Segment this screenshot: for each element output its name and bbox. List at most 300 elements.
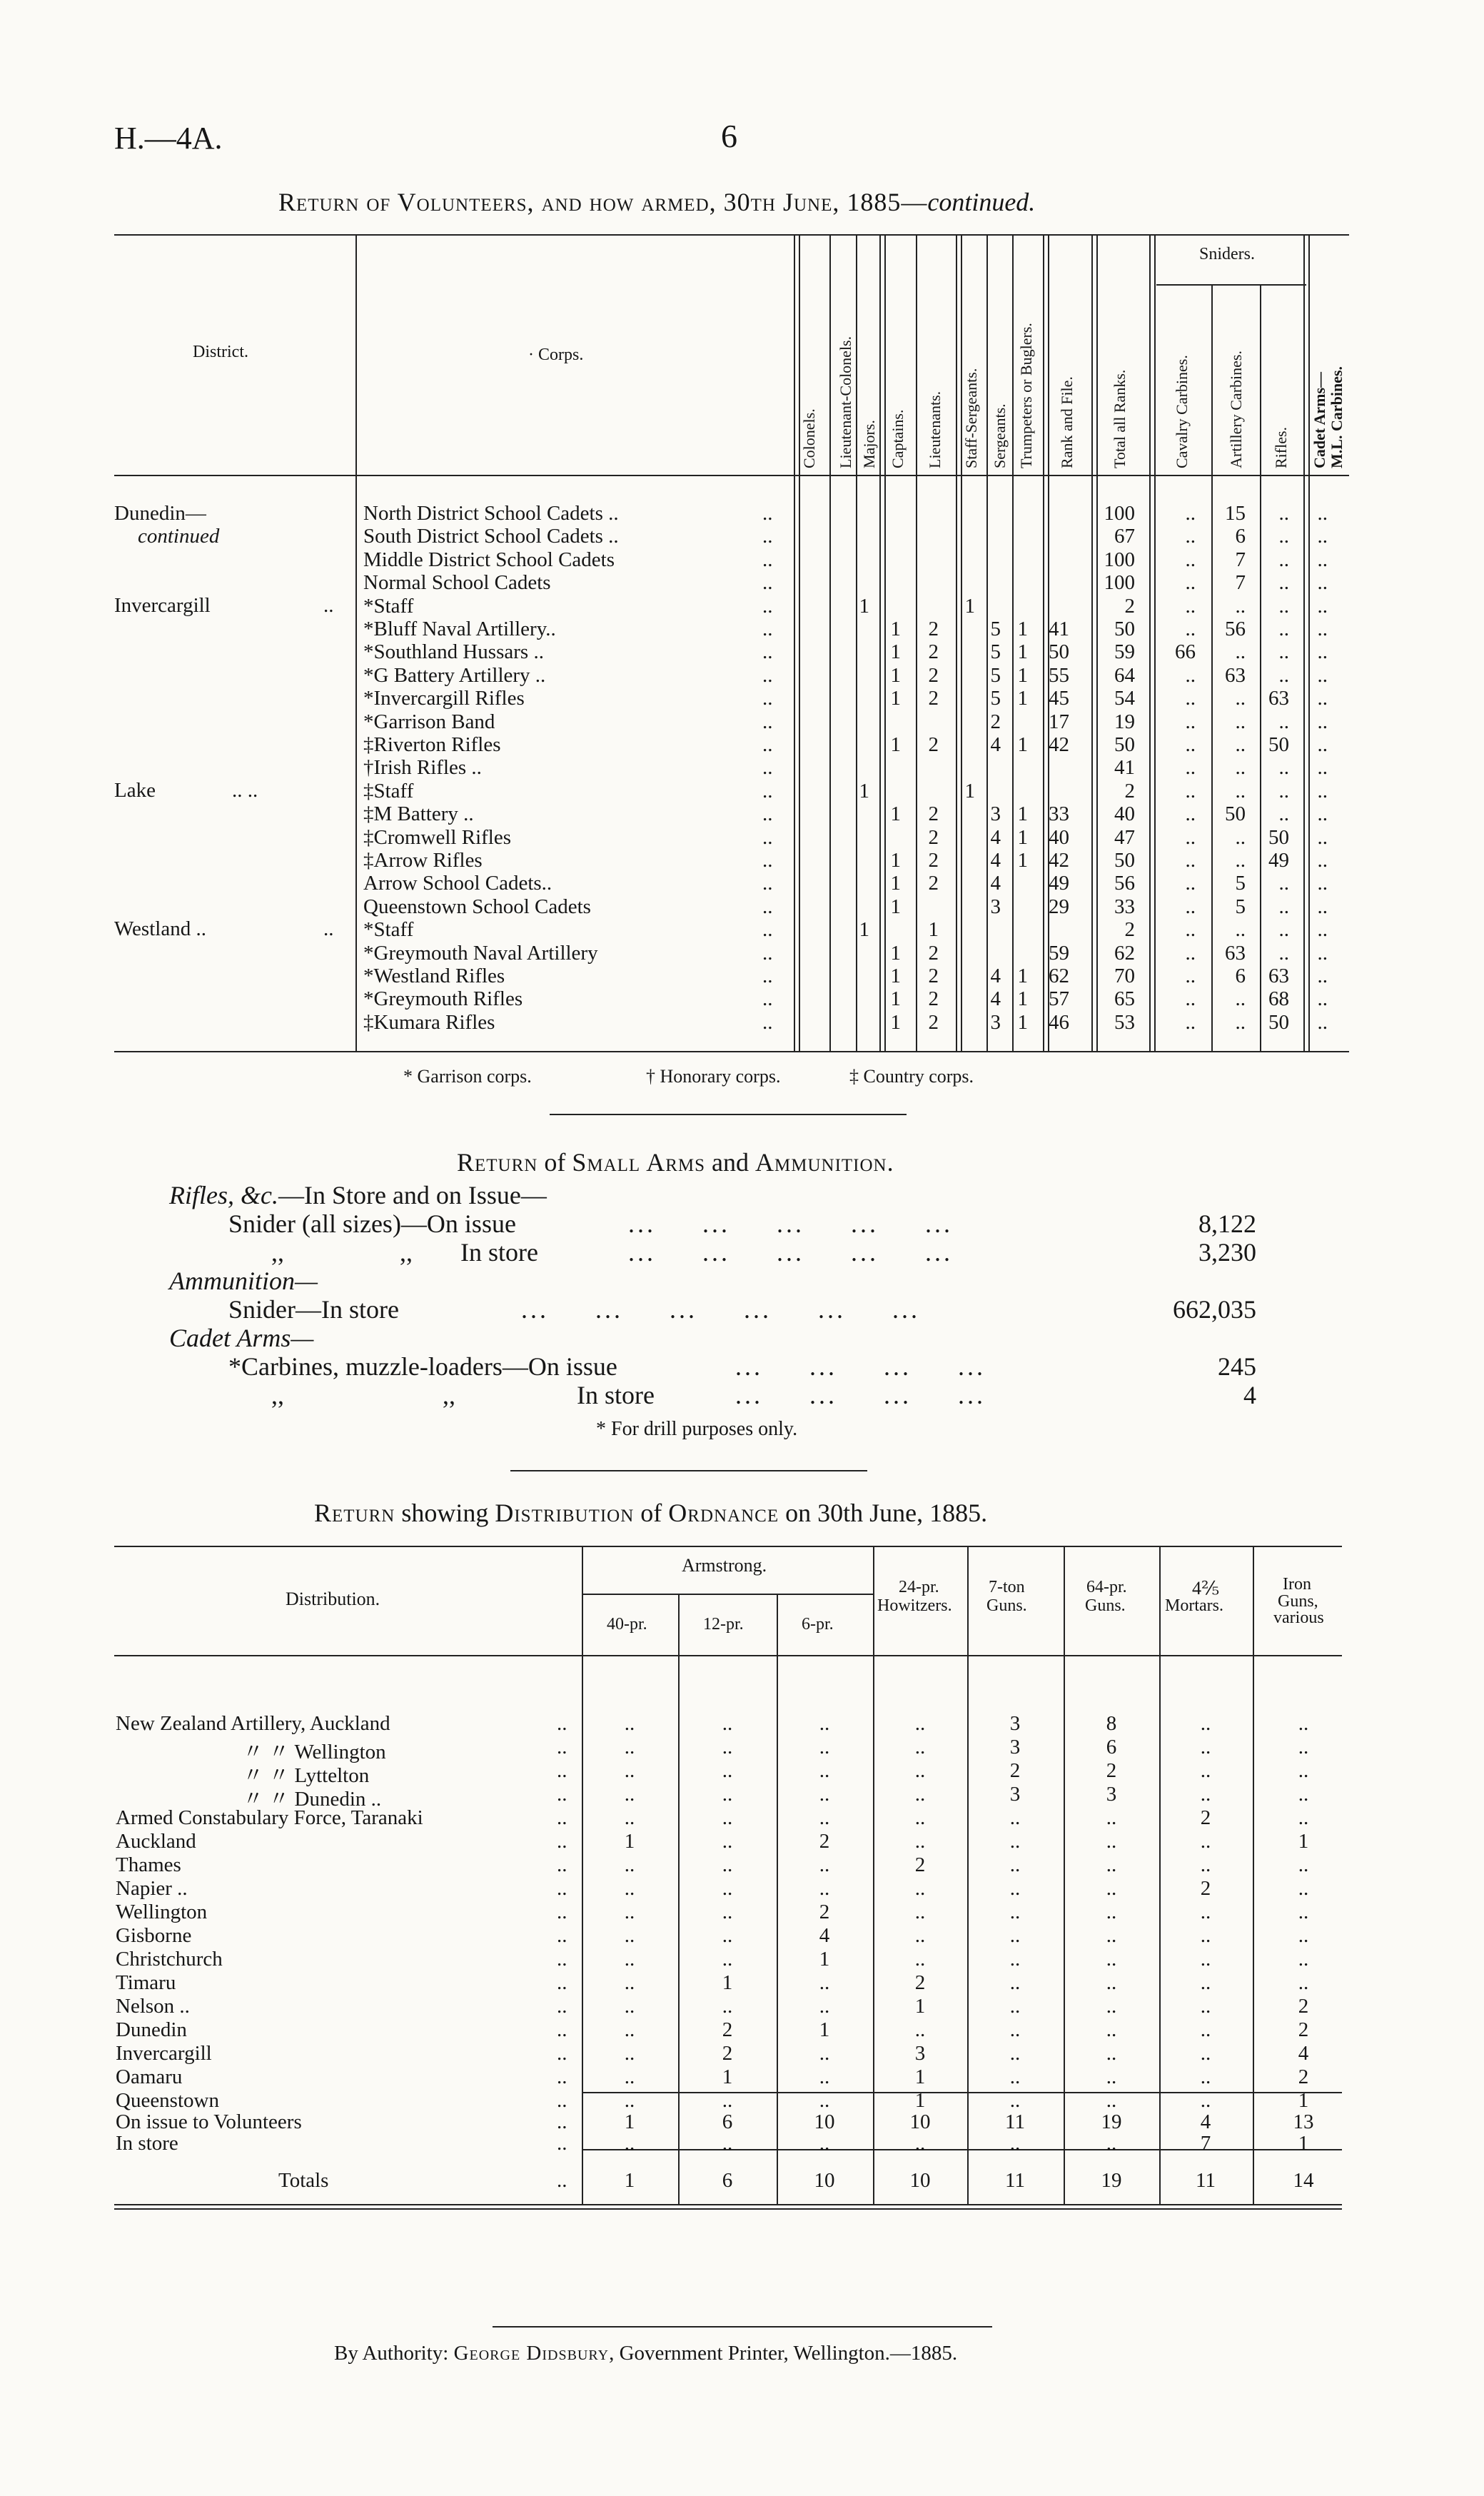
table-row	[0, 1853, 1484, 1876]
leader-dots: ..	[557, 1995, 567, 2018]
distribution-name: Dunedin	[116, 2018, 187, 2041]
ordnance-cell: ..	[914, 1924, 926, 1947]
ordnance-cell: ..	[914, 1806, 926, 1829]
arms-cell: ..	[1235, 987, 1246, 1011]
rank-cell: 1	[890, 663, 901, 687]
arms-cell: ..	[1278, 640, 1289, 664]
arms-cell: ..	[1235, 849, 1246, 872]
ordnance-cell: 1	[624, 2110, 635, 2133]
corps-name: *Garrison Band	[363, 710, 495, 733]
ordnance-cell: 2	[1106, 1759, 1117, 1782]
table-row	[0, 849, 1484, 872]
table-row	[0, 571, 1484, 594]
rank-cell: 59	[1114, 640, 1135, 664]
rank-cell: 1	[964, 594, 975, 618]
arms-cell: ..	[1185, 987, 1196, 1011]
arms-cell: ..	[1185, 548, 1196, 571]
ditto-mark: ,,	[443, 1381, 455, 1409]
ordnance-cell: 4	[1298, 2042, 1309, 2065]
corps-name: ‡Riverton Rifles	[363, 733, 501, 756]
ordnance-cell: 3	[1009, 1783, 1021, 1806]
header-rank-and-file: Rank and File.	[1058, 376, 1076, 468]
ordnance-cell: ..	[1106, 1948, 1117, 1971]
rank-cell: 41	[1114, 756, 1135, 780]
ordnance-cell: 11	[1196, 2169, 1216, 2192]
ordnance-cell: ..	[819, 1877, 830, 1900]
arms-cell: 50	[1268, 1010, 1289, 1034]
rank-cell: 4	[990, 965, 1001, 987]
ordnance-cell: ..	[624, 1806, 635, 1829]
corps-name: ‡M Battery ..	[363, 802, 474, 826]
ordnance-cell: 4	[1200, 2110, 1211, 2133]
table-row	[0, 942, 1484, 965]
ordnance-cell: ..	[1106, 2065, 1117, 2088]
ordnance-cell: ..	[1009, 1995, 1021, 2018]
arms-cell: ..	[1317, 987, 1328, 1011]
ordnance-cell: ..	[624, 2065, 635, 2088]
ordnance-cell: ..	[1009, 2042, 1021, 2065]
corps-name: Queenstown School Cadets	[363, 895, 591, 918]
arms-cell: ..	[1235, 733, 1246, 756]
ordnance-cell: ..	[1009, 1877, 1021, 1900]
rank-cell: 33	[1049, 802, 1069, 826]
arms-cell: ..	[1317, 502, 1328, 525]
rank-cell: 2	[928, 849, 939, 872]
table-row	[0, 640, 1484, 663]
rank-cell: 1	[890, 733, 901, 756]
rank-cell: 2	[928, 687, 939, 710]
sa-rifles-sub: —In Store and on Issue—	[278, 1181, 547, 1209]
table-row	[0, 2089, 1484, 2112]
sa-snider-issue: Snider (all sizes)—On issue	[228, 1209, 516, 1238]
ordnance-cell: 6	[722, 2110, 733, 2133]
header-lt-colonels: Lieutenant-Colonels.	[837, 336, 854, 468]
arms-cell: ..	[1317, 941, 1328, 965]
ordnance-cell: ..	[914, 1948, 926, 1971]
leader-dots: ..	[557, 2169, 567, 2192]
rank-cell: 1	[1017, 733, 1028, 756]
arms-cell: 50	[1225, 802, 1246, 826]
rank-cell: 5	[990, 618, 1001, 640]
arms-cell: ..	[1278, 918, 1289, 942]
ordnance-cell: ..	[624, 1901, 635, 1923]
header-cavalry-carbines: Cavalry Carbines.	[1173, 355, 1191, 468]
ordnance-cell: 2	[1298, 2018, 1309, 2041]
ordnance-cell: 3	[1106, 1783, 1117, 1806]
distribution-name: Wellington	[116, 1901, 208, 1923]
leader-dots: ..	[557, 2132, 567, 2155]
leader-dots: ..	[762, 918, 773, 942]
rank-cell: 40	[1114, 802, 1135, 826]
small-arms-title	[457, 1147, 894, 1177]
ordnance-cell: ..	[819, 1806, 830, 1829]
ordnance-cell: 2	[1200, 1877, 1211, 1900]
table-row	[0, 1971, 1484, 1994]
ordnance-cell: ..	[722, 1901, 733, 1923]
rank-cell: 4	[990, 872, 1001, 895]
header-iron-various: various	[1273, 1609, 1324, 1627]
ordnance-cell: 6	[722, 2169, 733, 2192]
arms-cell: ..	[1235, 710, 1246, 733]
ordnance-cell: ..	[819, 1783, 830, 1806]
rank-cell: 19	[1114, 710, 1135, 733]
ordnance-cell: ..	[1009, 1971, 1021, 1994]
rank-cell: 100	[1104, 571, 1135, 595]
totals-row	[0, 2169, 1484, 2192]
rank-cell: 1	[1017, 640, 1028, 664]
ordnance-cell: 1	[722, 2065, 733, 2088]
ordnance-cell: ..	[1106, 2042, 1117, 2065]
distribution-name: 〃 〃 Dunedin ..	[243, 1788, 382, 1811]
table-row	[0, 618, 1484, 640]
rank-cell: 41	[1049, 618, 1069, 640]
ordnance-cell: ..	[1106, 1901, 1117, 1923]
ordnance-cell: ..	[624, 1971, 635, 1994]
title-word: Return	[278, 188, 360, 216]
district-invercargill: Invercargill	[114, 594, 211, 617]
rank-cell: 1	[928, 918, 939, 942]
ordnance-cell: ..	[914, 1830, 926, 1853]
corps-name: *G Battery Artillery ..	[363, 663, 546, 687]
rank-cell: 2	[928, 825, 939, 849]
distribution-name: Invercargill	[116, 2042, 212, 2065]
arms-cell: 50	[1268, 825, 1289, 849]
title-rest: of Volunteers, and how armed, 30th June, 1885—	[359, 188, 928, 216]
header-iron-guns: Guns,	[1278, 1592, 1318, 1611]
rank-cell: 2	[928, 640, 939, 664]
ordnance-cell: 8	[1106, 1712, 1117, 1735]
rank-cell: 54	[1114, 687, 1135, 710]
rank-cell: 4	[990, 825, 1001, 849]
ordnance-cell: 7	[1200, 2132, 1211, 2155]
arms-cell: ..	[1185, 618, 1196, 640]
arms-cell: 63	[1268, 965, 1289, 987]
printer-imprint	[334, 2342, 957, 2365]
arms-cell: ..	[1317, 1010, 1328, 1034]
sa-footnote: * For drill purposes only.	[596, 1418, 798, 1440]
rank-cell: 4	[990, 849, 1001, 872]
footnote-garrison: * Garrison corps.	[403, 1066, 532, 1087]
rank-cell: 56	[1114, 872, 1135, 895]
ordnance-cell: ..	[722, 1783, 733, 1806]
arms-cell: ..	[1185, 895, 1196, 918]
leader-dots: ..	[762, 687, 773, 710]
ordnance-cell: ..	[624, 2089, 635, 2112]
rank-cell: 1	[1017, 849, 1028, 872]
ordnance-cell: ..	[624, 2042, 635, 2065]
arms-cell: ..	[1235, 918, 1246, 942]
leader-dots: ..	[762, 1010, 773, 1034]
ordnance-cell: 19	[1101, 2110, 1122, 2133]
ordnance-cell: ..	[722, 1995, 733, 2018]
ordnance-cell: ..	[624, 2018, 635, 2041]
arms-cell: ..	[1278, 872, 1289, 895]
ordnance-cell: ..	[1298, 1971, 1309, 1994]
table-row	[0, 525, 1484, 548]
district-westland: Westland ..	[114, 917, 206, 940]
t3-title-f: on 30th June, 1885.	[779, 1499, 988, 1527]
leader-dots: ..	[762, 640, 773, 664]
arms-cell: 50	[1268, 733, 1289, 756]
header-distribution: Distribution.	[286, 1589, 380, 1609]
ordnance-cell: ..	[722, 1712, 733, 1735]
rank-cell: 5	[990, 687, 1001, 710]
rank-cell: 2	[928, 618, 939, 640]
arms-cell: ..	[1278, 663, 1289, 687]
ordnance-cell: ..	[722, 1924, 733, 1947]
sa-snider-store: In store	[460, 1238, 538, 1267]
sa-snider-issue-value: 8,122	[1198, 1209, 1256, 1238]
corps-name: *Greymouth Naval Artillery	[363, 941, 598, 965]
arms-cell: ..	[1278, 779, 1289, 802]
ordnance-cell: ..	[819, 1712, 830, 1735]
sa-cadet-arms-label: Cadet Arms—	[169, 1324, 314, 1352]
district-lake: Lake	[114, 779, 156, 802]
arms-cell: ..	[1278, 525, 1289, 548]
ordnance-cell: ..	[722, 1877, 733, 1900]
table-row	[0, 1948, 1484, 1971]
ordnance-cell: 4	[819, 1924, 830, 1947]
ordnance-cell: ..	[819, 2089, 830, 2112]
header-iron: Iron	[1283, 1575, 1311, 1594]
rank-cell: 53	[1114, 1010, 1135, 1034]
ordnance-cell: 10	[909, 2169, 931, 2192]
rank-cell: 1	[1017, 687, 1028, 710]
distribution-name: Armed Constabulary Force, Taranaki	[116, 1806, 423, 1829]
sa-rifles-line	[169, 1180, 547, 1210]
header-7ton: 7-ton	[989, 1578, 1025, 1596]
ordnance-cell: 1	[914, 2065, 926, 2088]
ordnance-cell: ..	[624, 1995, 635, 2018]
ordnance-cell: ..	[914, 2132, 926, 2155]
ordnance-cell: 1	[819, 1948, 830, 1971]
ordnance-cell: ..	[1009, 1830, 1021, 1853]
arms-cell: 7	[1235, 571, 1246, 595]
leader-dots: ..	[557, 1830, 567, 1853]
leader-dots: ..	[762, 825, 773, 849]
corps-name: South District School Cadets ..	[363, 525, 619, 548]
sa-ammo-store: Snider—In store	[228, 1295, 399, 1324]
rank-cell: 1	[1017, 987, 1028, 1011]
header-mortars: Mortars.	[1165, 1596, 1223, 1615]
ordnance-cell: ..	[1009, 2065, 1021, 2088]
arms-cell: ..	[1235, 594, 1246, 618]
arms-cell: ..	[1317, 687, 1328, 710]
rank-cell: 1	[859, 594, 869, 618]
ordnance-cell: ..	[722, 1830, 733, 1853]
arms-cell: ..	[1185, 825, 1196, 849]
arms-cell: 6	[1235, 965, 1246, 987]
leader-dots: ..	[557, 1924, 567, 1947]
ordnance-cell: 2	[1298, 1995, 1309, 2018]
rank-cell: 2	[928, 802, 939, 826]
leader-dots: ..	[557, 1948, 567, 1971]
ordnance-cell: ..	[1009, 1901, 1021, 1923]
corps-name: *Greymouth Rifles	[363, 987, 523, 1011]
arms-cell: 56	[1225, 618, 1246, 640]
leader-dots: ..	[762, 849, 773, 872]
arms-cell: ..	[1235, 1010, 1246, 1034]
leader-dots: ... ... ... ... ...	[628, 1209, 953, 1238]
distribution-name: Auckland	[116, 1830, 196, 1853]
ordnance-cell: 2	[819, 1901, 830, 1923]
header-24pr: 24-pr.	[899, 1578, 939, 1596]
ordnance-cell: ..	[1298, 1712, 1309, 1735]
rank-cell: 59	[1049, 941, 1069, 965]
sa-title-e: Ammunition.	[755, 1148, 894, 1177]
ordnance-cell: ..	[1200, 1853, 1211, 1876]
rank-cell: 3	[990, 895, 1001, 918]
rank-cell: 1	[890, 895, 901, 918]
store-row	[0, 2132, 1484, 2155]
ordnance-cell: ..	[1106, 1806, 1117, 1829]
page-number: 6	[721, 118, 737, 154]
arms-cell: ..	[1278, 548, 1289, 571]
header-sergeants: Sergeants.	[991, 403, 1009, 468]
arms-cell: 15	[1225, 502, 1246, 525]
leader-dots: ..	[557, 2110, 567, 2133]
rank-cell: 42	[1049, 849, 1069, 872]
ordnance-cell: ..	[1009, 1948, 1021, 1971]
arms-cell: 63	[1225, 663, 1246, 687]
arms-cell: 7	[1235, 548, 1246, 571]
table1-title	[278, 187, 1035, 217]
table-row	[0, 756, 1484, 779]
leader-dots: ..	[557, 2042, 567, 2065]
footnote-honorary: † Honorary corps.	[646, 1066, 781, 1087]
ordnance-cell: ..	[1200, 1736, 1211, 1758]
ordnance-cell: 19	[1101, 2169, 1122, 2192]
ordnance-cell: ..	[624, 1877, 635, 1900]
ordnance-cell: 14	[1293, 2169, 1314, 2192]
ordnance-cell: 1	[624, 1830, 635, 1853]
header-12pr: 12-pr.	[703, 1615, 744, 1634]
district-invercargill-leader: ..	[323, 594, 334, 617]
corps-name: *Southland Hussars ..	[363, 640, 544, 664]
arms-cell: 66	[1175, 640, 1196, 664]
ordnance-cell: ..	[914, 1736, 926, 1758]
arms-cell: ..	[1185, 571, 1196, 595]
ordnance-cell: ..	[624, 1736, 635, 1758]
arms-cell: ..	[1317, 663, 1328, 687]
leader-dots: ..	[557, 1759, 567, 1782]
corps-name: Middle District School Cadets	[363, 548, 615, 571]
ordnance-cell: ..	[819, 1736, 830, 1758]
ordnance-cell: ..	[722, 2132, 733, 2155]
rank-cell: 1	[890, 1010, 901, 1034]
distribution-name: On issue to Volunteers	[116, 2110, 302, 2133]
ordnance-cell: 3	[914, 2042, 926, 2065]
rank-cell: 67	[1114, 525, 1135, 548]
t3-title-b: showing	[395, 1499, 495, 1527]
arms-cell: 63	[1268, 687, 1289, 710]
distribution-name: Thames	[116, 1853, 181, 1876]
ordnance-cell: ..	[1200, 2089, 1211, 2112]
leader-dots: ..	[762, 710, 773, 733]
corps-name: ‡Staff	[363, 779, 414, 802]
district-dunedin-continued: continued	[138, 525, 220, 548]
ordnance-cell: ..	[1200, 1830, 1211, 1853]
corps-name: †Irish Rifles ..	[363, 756, 482, 780]
rank-cell: 1	[890, 618, 901, 640]
rank-cell: 2	[928, 987, 939, 1011]
arms-cell: 5	[1235, 872, 1246, 895]
sa-ammunition-label: Ammunition—	[169, 1267, 318, 1295]
ordnance-cell: 10	[814, 2110, 835, 2133]
table-row	[0, 1806, 1484, 1829]
table-row	[0, 1901, 1484, 1923]
arms-cell: ..	[1278, 802, 1289, 826]
ditto-mark: ,,	[271, 1381, 284, 1409]
ordnance-cell: ..	[1200, 1971, 1211, 1994]
ordnance-cell: ..	[624, 1783, 635, 1806]
ordnance-cell: ..	[819, 2065, 830, 2088]
ordnance-cell: ..	[722, 1806, 733, 1829]
rank-cell: 1	[890, 849, 901, 872]
rank-cell: 50	[1114, 849, 1135, 872]
leader-dots: ..	[762, 941, 773, 965]
rank-cell: 45	[1049, 687, 1069, 710]
leader-dots: ..	[762, 872, 773, 895]
sa-title-c: Small Arms	[572, 1148, 706, 1177]
corps-name: *Bluff Naval Artillery..	[363, 618, 556, 640]
rank-cell: 2	[990, 710, 1001, 733]
rank-cell: 1	[890, 640, 901, 664]
table-row	[0, 1877, 1484, 1900]
ordnance-cell: ..	[1106, 1853, 1117, 1876]
table-row	[0, 2018, 1484, 2041]
arms-cell: ..	[1185, 918, 1196, 942]
arms-cell: ..	[1317, 571, 1328, 595]
header-armstrong: Armstrong.	[682, 1555, 767, 1576]
rank-cell: 2	[928, 965, 939, 987]
table-row	[0, 548, 1484, 571]
rank-cell: 1	[1017, 965, 1028, 987]
district-westland-leader: ..	[323, 917, 334, 940]
ordnance-cell: ..	[1200, 2018, 1211, 2041]
ditto-mark: ,,	[400, 1238, 413, 1267]
table-row	[0, 733, 1484, 756]
distribution-name: Napier ..	[116, 1877, 188, 1900]
ordnance-cell: ..	[914, 1712, 926, 1735]
header-mortar-size: 4⅖	[1192, 1578, 1220, 1599]
ordnance-cell: ..	[624, 1853, 635, 1876]
ordnance-cell: 3	[1009, 1736, 1021, 1758]
table-row	[0, 1924, 1484, 1947]
leader-dots: ..	[557, 1971, 567, 1994]
arms-cell: ..	[1235, 779, 1246, 802]
corps-name: ‡Kumara Rifles	[363, 1010, 495, 1034]
arms-cell: ..	[1185, 849, 1196, 872]
imprint-a: By Authority:	[334, 2342, 454, 2365]
ordnance-cell: ..	[722, 1759, 733, 1782]
leader-dots: ... ... ... ...	[735, 1352, 986, 1381]
header-colonels: Colonels.	[800, 408, 818, 468]
corps-name: North District School Cadets ..	[363, 502, 619, 525]
rank-cell: 4	[990, 733, 1001, 756]
ordnance-cell: ..	[1298, 1877, 1309, 1900]
ordnance-cell: ..	[914, 1877, 926, 1900]
leader-dots: ... ... ... ...	[735, 1381, 986, 1409]
leader-dots: ..	[762, 594, 773, 618]
ordnance-cell: 1	[819, 2018, 830, 2041]
rank-cell: 2	[1124, 594, 1135, 618]
ordnance-cell: ..	[1298, 1901, 1309, 1923]
leader-dots: ..	[762, 525, 773, 548]
distribution-name: Christchurch	[116, 1948, 223, 1971]
arms-cell: 63	[1225, 941, 1246, 965]
distribution-name: In store	[116, 2132, 178, 2155]
